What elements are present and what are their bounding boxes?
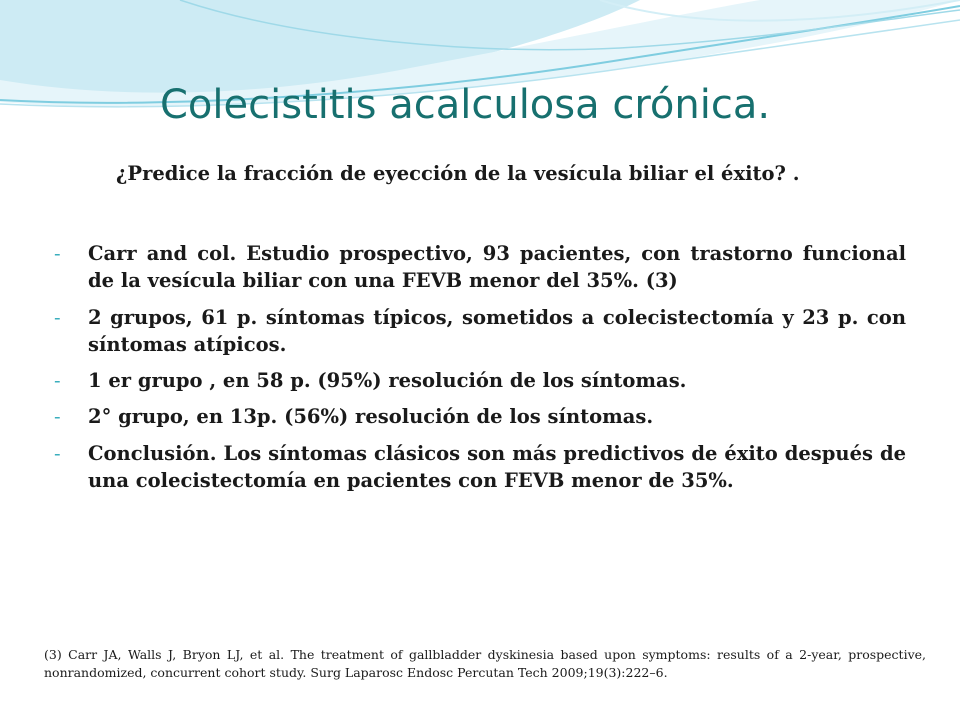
bullet-text: 2 grupos, 61 p. síntomas típicos, sometidos a colecistectomía y 23 p. con síntomas atípicos. [88,305,906,356]
bullet-dash-icon: - [54,305,61,329]
bullet-dash-icon: - [54,369,61,393]
slide-title: Colecistitis acalculosa crónica. [160,82,771,128]
bullet-text: Conclusión. Los síntomas clásicos son más predictivos de éxito después de una colecistectomía en pacientes con FEVB menor de 35%. [88,441,906,493]
bullet-item-conclusion [54,440,906,495]
bullet-dash-icon: - [54,242,61,265]
bullet-item-groups [54,304,906,359]
bullet-item-first-group [54,367,906,394]
bullet-text: Carr and col. Estudio prospectivo, 93 pacientes, con trastorno funcional de la vesícula biliar con una FEVB menor del 35%. (3) [88,242,906,293]
slide-question: ¿Predice la fracción de eyección de la vesícula biliar el éxito? . [116,162,800,185]
bullet-dash-icon: - [54,441,61,465]
bullet-item-study [54,240,906,295]
bullet-text: 2° grupo, en 13p. (56%) resolución de los síntomas. [88,405,654,429]
bullet-text: 1 er grupo , en 58 p. (95%) resolución de los síntomas. [88,369,687,393]
bullet-list [54,240,906,503]
bullet-item-second-group [54,403,906,430]
bullet-dash-icon: - [54,405,61,429]
citation-footnote: (3) Carr JA, Walls J, Bryon LJ, et al. The treatment of gallbladder dyskinesia based upon symptoms: results of a 2-year, prospective, nonrandomized, concurrent cohort study. Surg Laparosc Endosc Percutan Tech 2009;19(3):222–6. [44,647,926,681]
